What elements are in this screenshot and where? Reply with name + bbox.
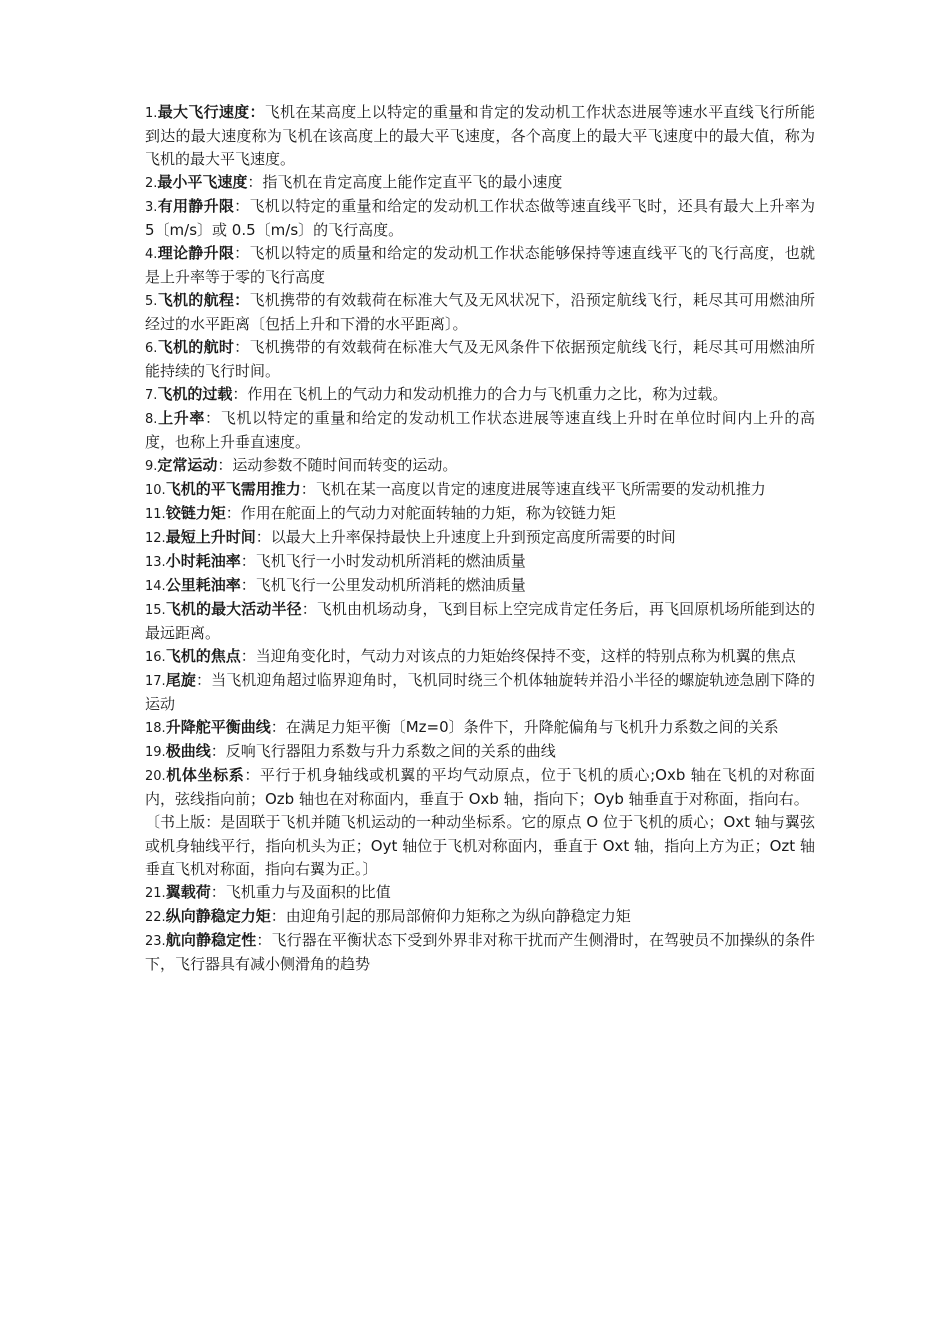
entry-number: 17. [145,674,166,689]
entry-number: 20. [145,769,166,784]
entry-number: 21. [145,886,166,901]
entry-number: 23. [145,934,166,949]
entry-number: 16. [145,650,166,665]
entry-definition: ：飞机飞行一小时发动机所消耗的燃油质量 [240,552,526,570]
entry-number: 5. [145,294,158,309]
entry-term: 飞机的过载 [157,385,233,403]
entry-number: 3. [145,200,158,215]
entry-definition: ：当迎角变化时，气动力对该点的力矩始终保持不变，这样的特别点称为机翼的焦点 [240,647,796,665]
entry-term: 纵向静稳定力矩 [165,907,271,925]
definition-entry-12 [145,526,815,550]
entry-definition: ：平行于机身轴线或机翼的平均气动原点，位于飞机的质心;Oxb 轴在飞机的对称面内，弦线指向前；Ozb 轴也在对称面内，垂直于 Oxb 轴，指向下；Oyb 轴垂直于对称面，指向右。 [145,766,815,808]
entry-number: 11. [145,507,166,522]
entry-definition: ：由迎角引起的那局部俯仰力矩称之为纵向静稳定力矩 [270,907,631,925]
entry-term: 翼载荷 [165,883,211,901]
definition-entry-21 [145,881,815,905]
entry-definition: ：飞机以特定的重量和给定的发动机工作状态进展等速直线上升时在单位时间内上升的高度，也称上升垂直速度。 [145,409,815,451]
entry-term: 飞机的焦点 [165,647,241,665]
entry-definition: ：飞机携带的有效载荷在标准大气及无风条件下依据预定航线飞行，耗尽其可用燃油所能持续的飞行时间。 [145,338,815,380]
entry-definition: ：在满足力矩平衡〔Mz=0〕条件下，升降舵偏角与飞机升力系数之间的关系 [270,718,779,736]
definition-entry-5 [145,289,815,336]
entry-note: 〔书上版：是固联于飞机并随飞机运动的一种动坐标系。它的原点 O 位于飞机的质心；Oxt 轴与翼弦或机身轴线平行，指向机头为正；Oyt 轴位于飞机对称面内，垂直于 Oxt 轴，指向上方为正；Ozt 轴垂直飞机对称面，指向右翼为正。〕 [145,813,815,878]
entry-number: 7. [145,388,158,403]
entry-term: 上升率 [157,409,206,427]
entry-number: 14. [145,579,166,594]
entry-term: 飞机的航时 [157,338,235,356]
entry-term: 航向静稳定性 [165,931,257,949]
entry-term: 飞机的平飞需用推力 [165,480,301,498]
definition-entry-6 [145,336,815,383]
entry-definition: ：飞机以特定的质量和给定的发动机工作状态能够保持等速直线平飞的飞行高度，也就是上升率等于零的飞行高度 [145,244,815,286]
entry-definition: ：运动参数不随时间而转变的运动。 [217,456,458,474]
definition-entry-8 [145,407,815,454]
definition-entry-3 [145,195,815,242]
entry-definition: ：指飞机在肯定高度上能作定直平飞的最小速度 [247,173,563,191]
entry-definition: ：飞机由机场动身，飞到目标上空完成肯定任务后，再飞回原机场所能到达的最远距离。 [145,600,815,642]
document-body [145,101,815,976]
definition-entry-15 [145,598,815,645]
entry-definition: ：作用在飞机上的气动力和发动机推力的合力与飞机重力之比，称为过载。 [232,385,728,403]
entry-term: 升降舵平衡曲线 [165,718,271,736]
definition-entry-22 [145,905,815,929]
definition-entry-23 [145,929,815,976]
entry-term: 尾旋 [165,671,196,689]
entry-term: 极曲线 [165,742,211,760]
definition-entry-19 [145,740,815,764]
entry-number: 4. [145,247,158,262]
definition-entry-20-note [145,811,815,881]
entry-definition: ：当飞机迎角超过临界迎角时，飞机同时绕三个机体轴旋转并沿小半径的螺旋轨迹急剧下降的运动 [145,671,815,713]
entry-number: 8. [145,412,158,427]
entry-term: 最小平飞速度 [157,173,248,191]
definition-entry-18 [145,716,815,740]
entry-definition: ：飞行器在平衡状态下受到外界非对称干扰而产生侧滑时，在驾驶员不加操纵的条件下，飞行器具有减小侧滑角的趋势 [145,931,815,973]
entry-term: 有用静升限 [157,197,235,215]
entry-term: 理论静升限 [157,244,235,262]
entry-term: 飞机的最大活动半径 [165,600,302,618]
definition-entry-20 [145,764,815,811]
definition-entry-14 [145,574,815,598]
entry-number: 15. [145,603,166,618]
entry-definition: ：以最大上升率保持最快上升速度上升到预定高度所需要的时间 [255,528,676,546]
entry-number: 2. [145,176,158,191]
definition-entry-4 [145,242,815,289]
entry-definition: ：飞机飞行一公里发动机所消耗的燃油质量 [240,576,526,594]
entry-term: 铰链力矩 [165,504,226,522]
entry-definition: 飞机携带的有效载荷在标准大气及无风状况下，沿预定航线飞行，耗尽其可用燃油所经过的水平距离〔包括上升和下滑的水平距离〕。 [145,291,815,333]
definition-entry-13 [145,550,815,574]
entry-number: 6. [145,341,158,356]
entry-definition: ：飞机在某一高度以肯定的速度进展等速直线平飞所需要的发动机推力 [300,480,766,498]
entry-term: 小时耗油率 [165,552,241,570]
entry-term: 机体坐标系 [165,766,245,784]
definition-entry-2 [145,171,815,195]
definition-entry-16 [145,645,815,669]
definition-entry-1 [145,101,815,171]
definition-entry-9 [145,454,815,478]
entry-number: 13. [145,555,166,570]
entry-term: 最短上升时间 [165,528,256,546]
entry-number: 1. [145,106,158,121]
entry-definition: ：飞机重力与及面积的比值 [210,883,391,901]
entry-term: 最大飞行速度： [157,103,265,121]
definition-entry-17 [145,669,815,716]
definition-entry-7 [145,383,815,407]
entry-number: 22. [145,910,166,925]
entry-definition: ：作用在舵面上的气动力对舵面转轴的力矩，称为铰链力矩 [225,504,616,522]
definition-entry-11 [145,502,815,526]
entry-definition: ：反响飞行器阻力系数与升力系数之间的关系的曲线 [210,742,556,760]
entry-definition: 飞机在某高度上以特定的重量和肯定的发动机工作状态进展等速水平直线飞行所能到达的最大速度称为飞机在该高度上的最大平飞速度，各个高度上的最大平飞速度中的最大值，称为飞机的最大平飞速度。 [145,103,815,168]
definition-entry-10 [145,478,815,502]
entry-number: 10. [145,483,166,498]
entry-number: 19. [145,745,166,760]
entry-term: 定常运动 [157,456,218,474]
entry-term: 公里耗油率 [165,576,241,594]
entry-number: 18. [145,721,166,736]
entry-term: 飞机的航程： [157,291,250,309]
entry-definition: ：飞机以特定的重量和给定的发动机工作状态做等速直线平飞时，还具有最大上升率为 5〔m/s〕或 0.5〔m/s〕的飞行高度。 [145,197,815,239]
entry-number: 9. [145,459,158,474]
entry-number: 12. [145,531,166,546]
